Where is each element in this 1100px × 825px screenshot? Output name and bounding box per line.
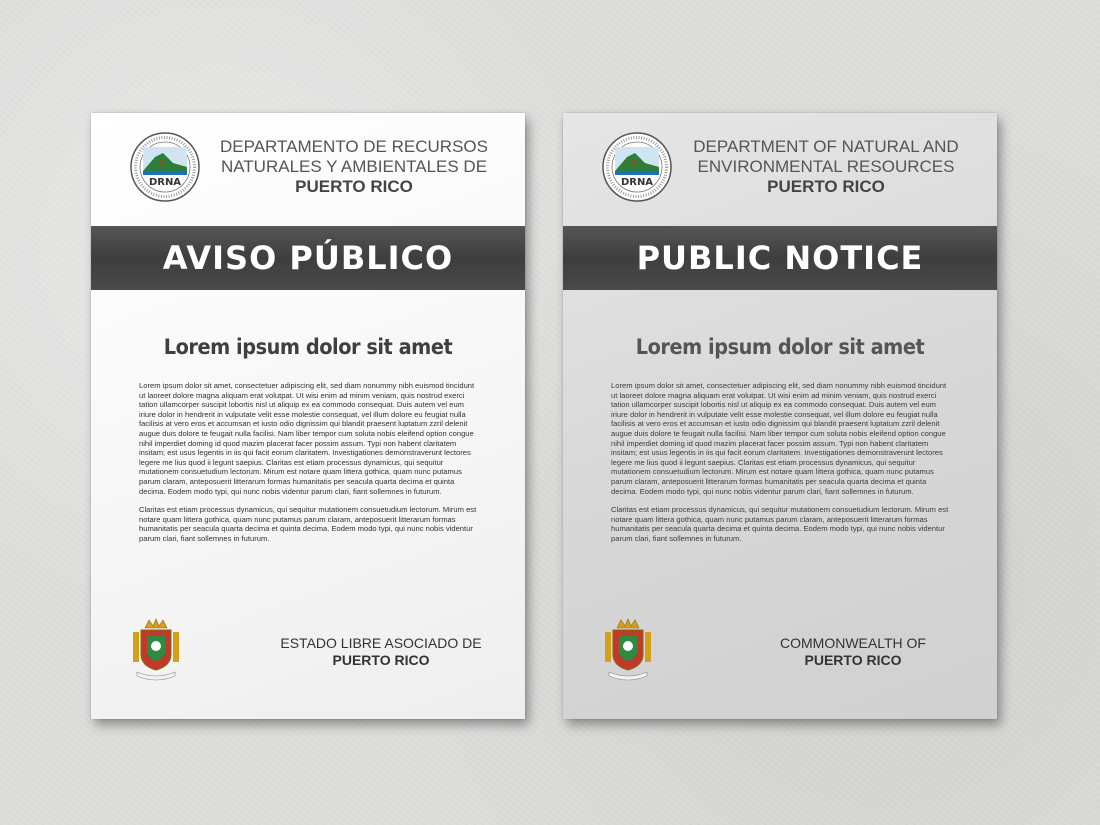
agency-line-2: ENVIRONMENTAL RESOURCES bbox=[697, 157, 955, 176]
notice-banner bbox=[91, 226, 525, 290]
drna-seal-logo bbox=[129, 131, 201, 203]
agency-name bbox=[201, 137, 507, 197]
coat-of-arms-icon bbox=[131, 618, 181, 682]
notice-banner-title: PUBLIC NOTICE bbox=[636, 239, 924, 277]
body-paragraph-2: Claritas est etiam processus dynamicus, qui sequitur mutationem consuetudium lectorum. Mirum est notare quam littera gothica, quam nunc putamus parum claram, anteposuerit litterarum formas humanitatis per seacula quarta decima et quinta decima. Eodem modo typi, qui nunc nobis videntur parum clari, fiant sollemnes in futurum. bbox=[139, 505, 477, 543]
footer-government bbox=[713, 635, 993, 669]
drna-seal-logo bbox=[601, 131, 673, 203]
notice-headline: Lorem ipsum dolor sit amet bbox=[163, 335, 453, 359]
notice-body bbox=[611, 381, 951, 553]
notice-banner bbox=[563, 226, 997, 290]
agency-name bbox=[673, 137, 979, 197]
footer-line-2: PUERTO RICO bbox=[332, 652, 430, 668]
footer-line-1: ESTADO LIBRE ASOCIADO DE bbox=[280, 635, 482, 651]
body-paragraph-1: Lorem ipsum dolor sit amet, consectetuer adipiscing elit, sed diam nonummy nibh euismod tincidunt ut laoreet dolore magna aliquam erat volutpat. Ut wisi enim ad minim veniam, quis nostrud exerci tation ullamcorper suscipit lobortis nisl ut aliquip ex ea commodo consequat. Duis autem vel eum iriure dolor in hendrerit in vulputate velit esse molestie consequat, vel illum dolore eu feugiat nulla facilisis at vero eros et accumsan et iusto odio dignissim qui blandit praesent luptatum zzril delenit augue duis dolore te feugait nulla facilisi. Nam liber tempor cum soluta nobis eleifend option congue nihil imperdiet doming id quod mazim placerat facer possim assum. Typi non habent claritatem insitam; est usus legentis in iis qui facit eorum claritatem. Investigationes demonstraverunt lectores legere me lius quod ii legunt saepius. Claritas est etiam processus dynamicus, qui sequitur mutationem consuetudium lectorum. Mirum est notare quam littera gothica, quam nunc putamus parum claram, anteposuerit litterarum formas humanitatis per seacula quarta decima et quinta decima. Eodem modo typi, qui nunc nobis videntur parum clari, fiant sollemnes in futurum. bbox=[611, 381, 947, 496]
body-paragraph-1: Lorem ipsum dolor sit amet, consectetuer adipiscing elit, sed diam nonummy nibh euismod tincidunt ut laoreet dolore magna aliquam erat volutpat. Ut wisi enim ad minim veniam, quis nostrud exerci tation ullamcorper suscipit lobortis nisl ut aliquip ex ea commodo consequat. Duis autem vel eum iriure dolor in hendrerit in vulputate velit esse molestie consequat, vel illum dolore eu feugiat nulla facilisis at vero eros et accumsan et iusto odio dignissim qui blandit praesent luptatum zzril delenit augue duis dolore te feugait nulla facilisi. Nam liber tempor cum soluta nobis eleifend option congue nihil imperdiet doming id quod mazim placerat facer possim assum. Typi non habent claritatem insitam; est usus legentis in iis qui facit eorum claritatem. Investigationes demonstraverunt lectores legere me lius quod ii legunt saepius. Claritas est etiam processus dynamicus, qui sequitur mutationem consuetudium lectorum. Mirum est notare quam littera gothica, quam nunc putamus parum claram, anteposuerit litterarum formas humanitatis per seacula quarta decima et quinta decima. Eodem modo typi, qui nunc nobis videntur parum clari, fiant sollemnes in futurum. bbox=[139, 381, 475, 496]
footer-line-1: COMMONWEALTH OF bbox=[780, 635, 926, 651]
notice-body bbox=[139, 381, 479, 553]
agency-line-2: NATURALES Y AMBIENTALES DE bbox=[220, 157, 488, 176]
agency-line-3: PUERTO RICO bbox=[767, 177, 885, 196]
drna-abbreviation: DRNA bbox=[148, 177, 182, 188]
agency-line-3: PUERTO RICO bbox=[295, 177, 413, 196]
notice-headline: Lorem ipsum dolor sit amet bbox=[635, 335, 925, 359]
body-paragraph-2: Claritas est etiam processus dynamicus, qui sequitur mutationem consuetudium lectorum. Mirum est notare quam littera gothica, quam nunc putamus parum claram, anteposuerit litterarum formas humanitatis per seacula quarta decima et quinta decima. Eodem modo typi, qui nunc nobis videntur parum clari, fiant sollemnes in futurum. bbox=[611, 505, 949, 543]
coat-of-arms-icon bbox=[603, 618, 653, 682]
footer-government bbox=[241, 635, 521, 669]
agency-line-1: DEPARTMENT OF NATURAL AND bbox=[693, 137, 959, 156]
english-notice-sheet bbox=[563, 113, 997, 719]
drna-abbreviation: DRNA bbox=[620, 177, 654, 188]
spanish-notice-sheet bbox=[91, 113, 525, 719]
notice-banner-title: AVISO PÚBLICO bbox=[162, 239, 454, 277]
footer-line-2: PUERTO RICO bbox=[804, 652, 902, 668]
agency-line-1: DEPARTAMENTO DE RECURSOS bbox=[220, 137, 488, 156]
